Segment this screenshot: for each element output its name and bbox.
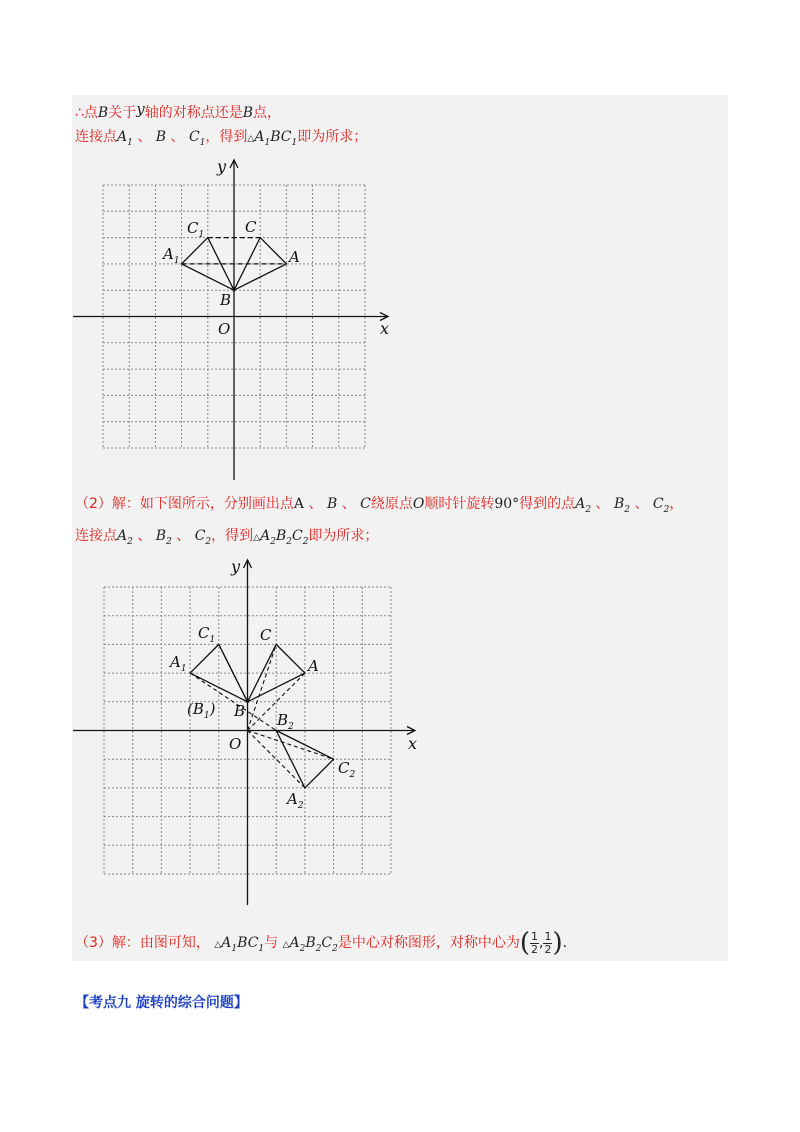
point-c1-label-1: $C_1$: [187, 219, 205, 240]
center-x-fraction: $\frac{1}{2}$: [531, 929, 539, 956]
origin-label-1: O: [218, 320, 231, 338]
point-b-label-1: B: [220, 291, 232, 309]
point-c-label-1: C: [245, 218, 257, 236]
point-b2-label-2: $B_2$: [277, 711, 294, 732]
axes-1: [73, 160, 388, 480]
axes-2: [73, 560, 418, 905]
point-a1-label-1: $A_1$: [163, 245, 180, 266]
center-y-fraction: $\frac{1}{2}$: [544, 929, 552, 956]
point-a1-label-2: $A_1$: [170, 653, 187, 674]
point-a-label-1: A: [289, 248, 300, 266]
y-axis-label-2: y: [231, 557, 241, 576]
point-a2-label-2: $A_2$: [287, 790, 304, 811]
point-a-label-2: A: [308, 657, 319, 675]
point-c1-label-2: $C_1$: [198, 624, 216, 645]
statement-line-1: ∴点B关于y轴的对称点还是B点，: [75, 100, 281, 121]
section-heading: 【考点九 旋转的综合问题】: [75, 995, 248, 1011]
origin-label-2: O: [229, 735, 242, 753]
point-c-label-2: C: [260, 626, 272, 644]
part-3-statement: （3）解：由图可知， $\triangle A_1BC_1$与 $\triangle A_2B_2C_2$是中心对称图形，对称中心为( $\frac{1}{2}$ , $\frac{1}{2}$ ).: [75, 928, 568, 958]
y-axis-label-1: y: [217, 157, 227, 176]
x-axis-label-2: x: [408, 734, 418, 753]
part-2-conclusion: 连接点$A_2$ 、 $B_2$ 、 $C_2$，得到$\triangle A_2B_2C_2$即为所求；: [75, 528, 379, 547]
point-b-label-2: B: [234, 702, 246, 720]
part-2-statement: （2）解：如下图所示，分别画出点A 、 B 、 C绕原点O顺时针旋转90°得到的点$A_2$ 、 $B_2$ 、 $C_2$，: [75, 496, 684, 515]
statement-line-2: 连接点$A_1$ 、 B 、 $C_1$，得到$\triangle A_1BC_1$即为所求；: [75, 129, 368, 148]
point-b1-label-2: $(B_1)$: [187, 700, 216, 721]
coordinate-graph-2: [70, 550, 430, 910]
coordinate-graph-1: [70, 150, 400, 485]
triangle-a1bc1-2: [190, 644, 247, 701]
point-c2-label-2: $C_2$: [338, 759, 356, 780]
x-axis-label-1: x: [380, 319, 390, 338]
